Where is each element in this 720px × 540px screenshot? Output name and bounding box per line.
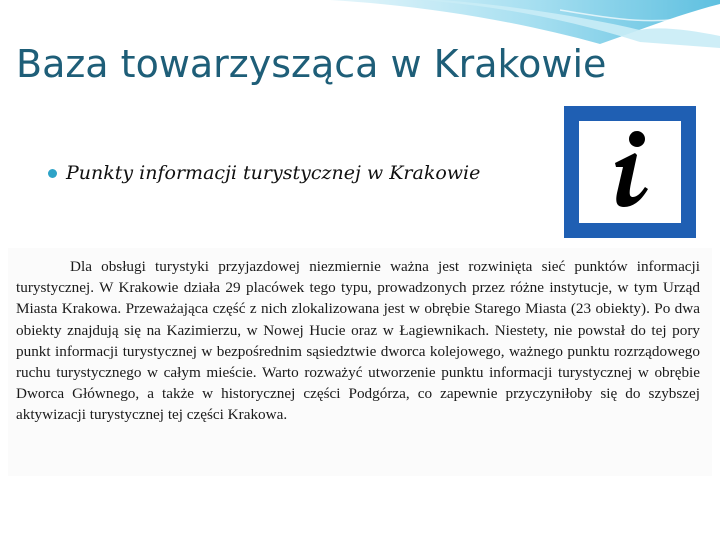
- scanned-text-excerpt: [8, 248, 712, 476]
- tourist-info-sign: [564, 106, 696, 238]
- slide-title: Baza towarzysząca w Krakowie: [16, 42, 607, 86]
- bullet-item: [48, 158, 480, 188]
- scan-paragraph: Dla obsługi turystyki przyjazdowej niezmiernie ważna jest rozwinięta sieć punktów informacji turystycznej. W Krakowie działa 29 placówek tego typu, prowadzonych przez różne instytucje, w tym Urząd Miasta Krakowa. Przeważająca część z nich zlokalizowana jest w obrębie Starego Miasta (23 obiekty). Po dwa obiekty znajdują się na Kazimierzu, w Nowej Hucie oraz w Łagiewnikach. Niestety, nie powstał do tej pory punkt informacji turystycznej w bezpośrednim sąsiedztwie dworca kolejowego, ważnego punktu rozrządowego ruchu turystycznego w całym mieście. Warto rozważyć utworzenie punktu informacji turystycznej w obrębie Dworca Głównego, a także w historycznej części Podgórza, co zapewnie przyczyniłoby się do szybszej aktywizacji turystycznej tej części Krakowa.: [16, 258, 700, 424]
- info-i-icon: [579, 121, 681, 223]
- bullet-text: Punkty informacji turystycznej w Krakowie: [66, 162, 481, 184]
- bullet-dot-icon: [48, 169, 57, 178]
